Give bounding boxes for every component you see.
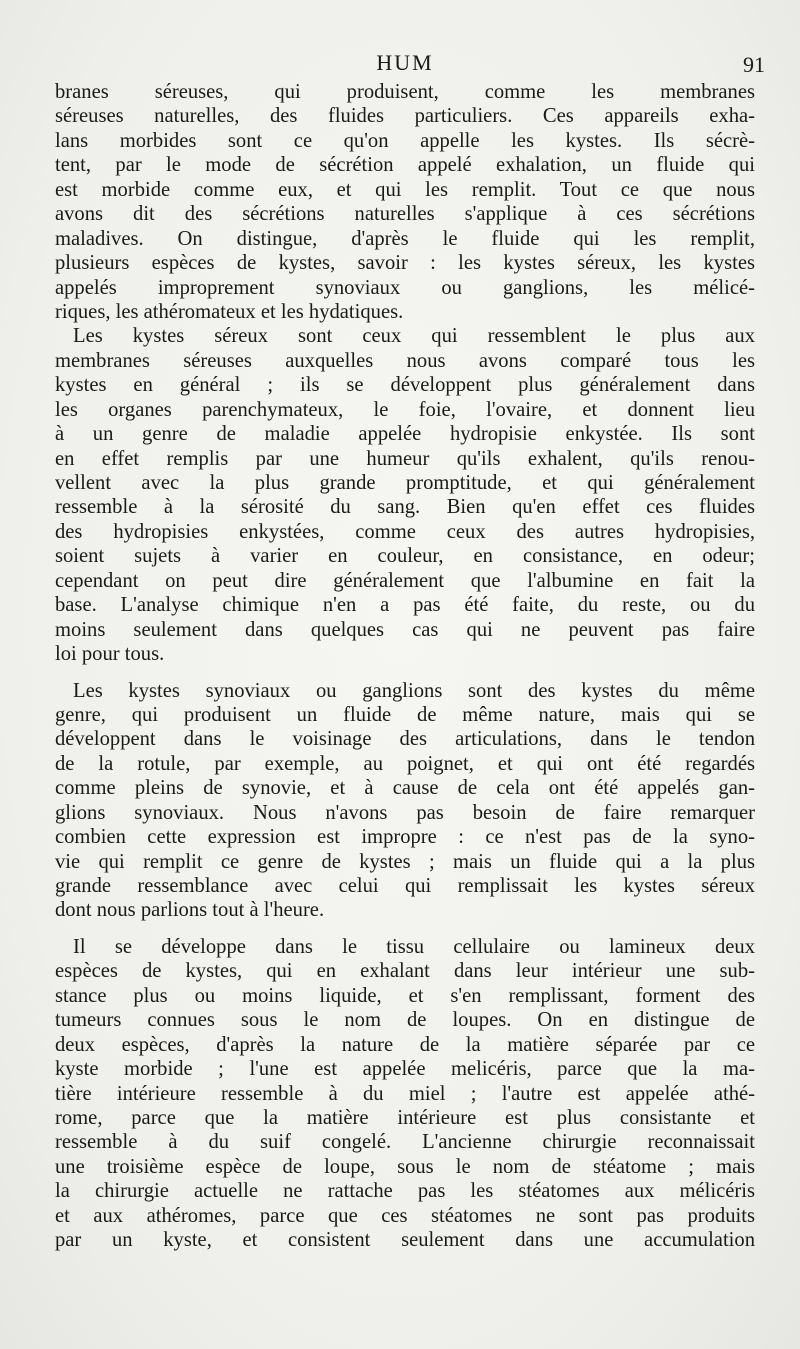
text-line: Les kystes synoviaux ou ganglions sont des kystes du même bbox=[73, 679, 755, 702]
text-line: Il se développe dans le tissu cellulaire ou lamineux deux bbox=[73, 935, 755, 958]
text-line: appelés improprement synoviaux ou ganglions, les mélicé- bbox=[55, 276, 755, 299]
text-line: séreuses naturelles, des fluides particuliers. Ces appareils exha- bbox=[55, 105, 755, 128]
text-line: des hydropisies enkystées, comme ceux des autres hydropisies, bbox=[55, 520, 755, 543]
text-line: membranes séreuses auxquelles nous avons comparé tous les bbox=[55, 349, 755, 372]
text-line: une troisième espèce de loupe, sous le nom de stéatome ; mais bbox=[55, 1155, 755, 1178]
text-line: vellent avec la plus grande promptitude, et qui généralement bbox=[55, 472, 755, 494]
running-head: HUM bbox=[376, 50, 434, 75]
text-line: à un genre de maladie appelée hydropisie enkystée. Ils sont bbox=[55, 423, 755, 446]
text-line: glions synoviaux. Nous n'avons pas besoin de faire remarquer bbox=[55, 801, 755, 824]
text-line: combien cette expression est impropre : ce n'est pas de la syno- bbox=[55, 826, 755, 849]
text-line: de la rotule, par exemple, au poignet, et qui ont été regardés bbox=[55, 752, 755, 775]
text-line: dont nous parlions tout à l'heure. bbox=[55, 899, 325, 922]
paragraph-1 bbox=[55, 80, 755, 324]
text-line: ressemble à la sérosité du sang. Bien qu'en effet ces fluides bbox=[55, 496, 755, 519]
text-line: plusieurs espèces de kystes, savoir : les kystes séreux, les kystes bbox=[55, 252, 755, 275]
text-line: branes séreuses, qui produisent, comme les membranes bbox=[55, 81, 755, 103]
text-line: développent dans le voisinage des articulations, dans le tendon bbox=[55, 728, 755, 751]
text-line: deux espèces, d'après la nature de la matière séparée par ce bbox=[55, 1033, 755, 1056]
text-line: ressemble à du suif congelé. L'ancienne chirurgie reconnaissait bbox=[55, 1131, 755, 1154]
text-line: lans morbides sont ce qu'on appelle les kystes. Ils sécrè- bbox=[55, 129, 755, 152]
text-line: rome, parce que la matière intérieure est plus consistante et bbox=[55, 1106, 755, 1129]
text-line: avons dit des sécrétions naturelles s'applique à ces sécrétions bbox=[55, 203, 755, 226]
paragraph-2 bbox=[55, 324, 755, 666]
text-line: espèces de kystes, qui en exhalant dans leur intérieur une sub- bbox=[55, 960, 755, 983]
text-line: genre, qui produisent un fluide de même nature, mais qui se bbox=[55, 703, 755, 726]
text-line: kyste morbide ; l'une est appelée melicéris, parce que la ma- bbox=[55, 1058, 755, 1081]
paragraph-gap bbox=[55, 667, 755, 679]
text-line: cependant on peut dire généralement que l'albumine en fait la bbox=[55, 569, 755, 592]
text-line: par un kyste, et consistent seulement dans une accumulation bbox=[55, 1229, 755, 1252]
text-line: base. L'analyse chimique n'en a pas été faite, du reste, ou du bbox=[55, 594, 755, 617]
paragraph-3 bbox=[55, 679, 755, 923]
text-line: et aux athéromes, parce que ces stéatomes ne sont pas produits bbox=[55, 1204, 755, 1227]
page-number: 91 bbox=[743, 52, 765, 77]
paragraph-gap bbox=[55, 923, 755, 935]
text-line: moins seulement dans quelques cas qui ne peuvent pas faire bbox=[55, 618, 755, 641]
paragraph-4 bbox=[55, 935, 755, 1253]
text-line: tent, par le mode de sécrétion appelé exhalation, un fluide qui bbox=[55, 154, 755, 177]
text-line: Les kystes séreux sont ceux qui ressemblent le plus aux bbox=[73, 325, 755, 348]
text-line: tière intérieure ressemble à du miel ; l'autre est appelée athé- bbox=[55, 1082, 755, 1105]
page-header bbox=[55, 50, 765, 80]
text-line: grande ressemblance avec celui qui remplissait les kystes séreux bbox=[55, 875, 755, 897]
text-line: riques, les athéromateux et les hydatiques. bbox=[55, 300, 404, 323]
body-text bbox=[55, 80, 755, 1253]
text-line: comme pleins de synovie, et à cause de cela ont été appelés gan- bbox=[55, 777, 755, 800]
text-line: loi pour tous. bbox=[55, 643, 165, 666]
text-line: stance plus ou moins liquide, et s'en remplissant, forment des bbox=[55, 984, 755, 1007]
text-line: maladives. On distingue, d'après le fluide qui les remplit, bbox=[55, 227, 755, 250]
text-line: est morbide comme eux, et qui les remplit. Tout ce que nous bbox=[55, 178, 755, 201]
text-line: en effet remplis par une humeur qu'ils exhalent, qu'ils renou- bbox=[55, 447, 755, 470]
text-line: vie qui remplit ce genre de kystes ; mais un fluide qui a la plus bbox=[55, 850, 755, 873]
text-line: tumeurs connues sous le nom de loupes. On en distingue de bbox=[55, 1009, 755, 1032]
text-line: la chirurgie actuelle ne rattache pas les stéatomes aux mélicéris bbox=[55, 1180, 755, 1203]
text-line: soient sujets à varier en couleur, en consistance, en odeur; bbox=[55, 545, 755, 568]
text-line: kystes en général ; ils se développent plus généralement dans bbox=[55, 374, 755, 397]
text-line: les organes parenchymateux, le foie, l'ovaire, et donnent lieu bbox=[55, 398, 755, 421]
